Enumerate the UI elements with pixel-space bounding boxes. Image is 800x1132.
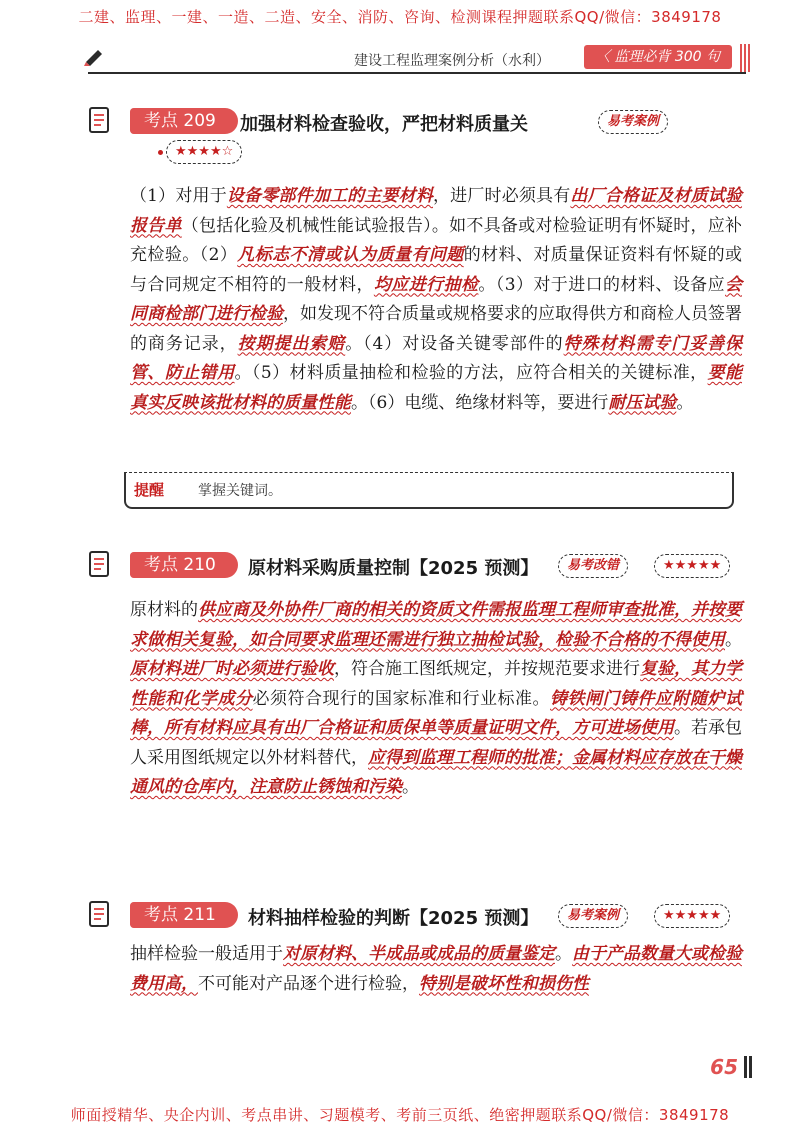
- text-run: （包括化验及机械性能试验报告）。如不具备或对检验证明有怀疑时，应补充检验。（2）: [130, 215, 743, 265]
- text-run: 。: [725, 629, 742, 650]
- kp209-body: [130, 182, 742, 418]
- reminder-box: [124, 472, 734, 509]
- text-run: ，符合施工图纸规定，并按规范要求进行: [334, 659, 640, 679]
- kp209-label: 考点 209: [130, 108, 238, 134]
- kp210-para-1: [130, 596, 742, 655]
- top-banner: 二建、监理、一建、一造、二造、安全、消防、咨询、检测课程押题联系QQ/微信：3849178: [78, 8, 722, 26]
- key-phrase: 设备零部件加工的主要材料: [226, 186, 433, 206]
- kp211-label: 考点 211: [130, 902, 238, 928]
- text-run: 的材料、对质量保证资料有怀疑的或与合同规定不相符的一般材料，: [130, 245, 742, 295]
- key-phrase: 特殊材料需专门妥善保管、防止错用: [130, 333, 743, 383]
- kp211-badge: 易考案例: [558, 904, 628, 928]
- text-run: （1）对用于: [130, 186, 227, 206]
- text-run: 。（3）对于进口的材料、设备应: [478, 274, 725, 295]
- page-bars: [744, 1056, 752, 1078]
- kp211-heading: [88, 898, 748, 932]
- kp209-heading: [88, 104, 748, 138]
- key-phrase: 铸铁闸门铸件应附随炉试棒，所有材料应具有出厂合格证和质保单等质量证明文件，方可进场使用: [130, 688, 742, 738]
- key-phrase: 凡标志不清或认为质量有问题: [237, 245, 464, 265]
- notebook-icon: [88, 550, 112, 578]
- section-tag: 〈 监理必背 300 句: [584, 45, 732, 69]
- key-phrase: 出厂合格证及材质试验报告单: [130, 186, 743, 236]
- kp209-title: 加强材料检查验收，严把材料质量关: [240, 114, 528, 135]
- text-run: ，进厂时必须具有: [433, 186, 571, 206]
- kp211-body: [130, 940, 742, 999]
- notebook-icon: [88, 106, 112, 134]
- key-phrase: 由于产品数量大或检验费用高，: [130, 944, 742, 994]
- text-run: 。（6）电缆、绝缘材料等，要进行: [351, 392, 609, 413]
- kp211-stars: ★★★★★: [654, 904, 730, 928]
- key-phrase: 复验，其力学性能和化学成分: [130, 659, 742, 709]
- kp210-heading: [88, 548, 748, 582]
- kp209-stars: ★★★★☆: [166, 140, 242, 164]
- key-phrase: 应得到监理工程师的批准；金属材料应存放在干燥通风的仓库内，注意防止锈蚀和污染: [130, 747, 742, 797]
- text-run: 。（5）材料质量抽检和检验的方法，应符合相关的关键标准，: [234, 363, 708, 383]
- key-phrase: 耐压试验: [608, 392, 677, 413]
- kp210-title: 原材料采购质量控制【2025 预测】: [248, 558, 539, 579]
- bullet-dot: [158, 150, 163, 155]
- book-title: 建设工程监理案例分析（水利）: [354, 53, 550, 69]
- text-run: 原材料的: [130, 600, 198, 620]
- kp210-badge: 易考改错: [558, 554, 628, 578]
- kp210-para-2: [130, 655, 742, 803]
- key-phrase: 供应商及外协件厂商的相关的资质文件需报监理工程师审查批准，并按要求做相关复验，如合同要求监理还需进行独立抽检试验，检验不合格的不得使用: [130, 600, 742, 650]
- key-phrase: 对原材料、半成品或成品的质量鉴定: [283, 944, 555, 964]
- key-phrase: 要能真实反映该批材料的质量性能: [130, 363, 742, 413]
- page-number: 65: [710, 1055, 738, 1079]
- key-phrase: 特别是破坏性和损伤性: [419, 973, 589, 994]
- kp211-title: 材料抽样检验的判断【2025 预测】: [248, 908, 539, 929]
- kp210-stars: ★★★★★: [654, 554, 730, 578]
- text-run: 。: [555, 944, 572, 964]
- text-run: 。: [402, 777, 419, 797]
- text-run: 必须符合现行的国家标准和行业标准。: [252, 688, 550, 709]
- kp209-badge: 易考案例: [598, 110, 668, 134]
- text-run: 。（4）对设备关键零部件的: [345, 333, 564, 354]
- key-phrase: 均应进行抽检: [373, 274, 479, 295]
- key-phrase: 按期提出索赔: [237, 333, 346, 354]
- kp210-label: 考点 210: [130, 552, 238, 578]
- kp210-body: [130, 596, 742, 803]
- text-run: 。: [676, 392, 694, 413]
- bottom-banner: 师面授精华、央企内训、考点串讲、习题模考、考前三页纸、绝密押题联系QQ/微信：3849178: [70, 1106, 730, 1124]
- text-run: 不可能对产品逐个进行检验，: [198, 973, 419, 994]
- header-stripes: [740, 44, 752, 72]
- running-header: [88, 44, 746, 74]
- text-run: 抽样检验一般适用于: [130, 944, 283, 964]
- text-run: 。若承包人采用图纸规定以外材料替代，: [130, 718, 742, 768]
- text-run: ，如发现不符合质量或规格要求的应取得供方和商检人员签署的商务记录，: [130, 304, 742, 354]
- pen-icon: [84, 48, 106, 66]
- key-phrase: 原材料进厂时必须进行验收: [130, 659, 334, 679]
- reminder-text: 掌握关键词。: [198, 483, 282, 499]
- key-phrase: 会同商检部门进行检验: [130, 274, 742, 324]
- reminder-label: 提醒: [134, 481, 165, 499]
- notebook-icon: [88, 900, 112, 928]
